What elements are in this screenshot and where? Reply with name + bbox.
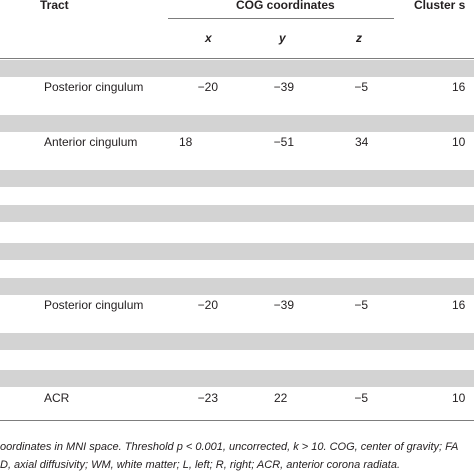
- row-3-cluster: 16: [452, 298, 466, 312]
- subheader-x: x: [205, 31, 212, 45]
- table-bottom-rule: [0, 420, 474, 421]
- row-1-tract: Posterior cingulum: [44, 80, 144, 94]
- row-2-tract: Anterior cingulum: [44, 135, 138, 149]
- header-cluster-size: Cluster s: [414, 0, 466, 12]
- group-band: [0, 115, 474, 132]
- row-2-x: 18: [179, 135, 193, 149]
- row-4-y: 22: [274, 391, 288, 405]
- row-3-tract: Posterior cingulum: [44, 298, 144, 312]
- row-2-y: −51: [273, 135, 294, 149]
- subheader-y: y: [279, 31, 286, 45]
- group-band: [0, 205, 474, 222]
- header-tract: Tract: [40, 0, 69, 12]
- row-3-z: −5: [354, 298, 368, 312]
- row-2-z: 34: [355, 135, 369, 149]
- row-4-z: −5: [354, 391, 368, 405]
- group-band: [0, 170, 474, 187]
- group-band: [0, 370, 474, 387]
- row-4-tract: ACR: [44, 391, 70, 405]
- group-band: [0, 243, 474, 260]
- row-4-cluster: 10: [452, 391, 466, 405]
- subheader-z: z: [356, 31, 362, 45]
- row-1-x: −20: [197, 80, 218, 94]
- group-band: [0, 278, 474, 295]
- row-3-x: −20: [197, 298, 218, 312]
- row-1-y: −39: [273, 80, 294, 94]
- footnote-line-1: oordinates in MNI space. Threshold p < 0.001, uncorrected, k > 10. COG, center of gravity; FA: [0, 441, 459, 453]
- row-2-cluster: 10: [452, 135, 466, 149]
- header-bottom-rule: [0, 58, 474, 59]
- row-1-z: −5: [354, 80, 368, 94]
- cog-header-rule: [168, 18, 394, 19]
- header-cog-coordinates: COG coordinates: [236, 0, 335, 12]
- row-3-y: −39: [273, 298, 294, 312]
- group-band: [0, 60, 474, 77]
- row-4-x: −23: [197, 391, 218, 405]
- row-1-cluster: 16: [452, 80, 466, 94]
- group-band: [0, 333, 474, 350]
- footnote-line-2: D, axial diffusivity; WM, white matter; L, left; R, right; ACR, anterior corona radiata.: [0, 459, 401, 471]
